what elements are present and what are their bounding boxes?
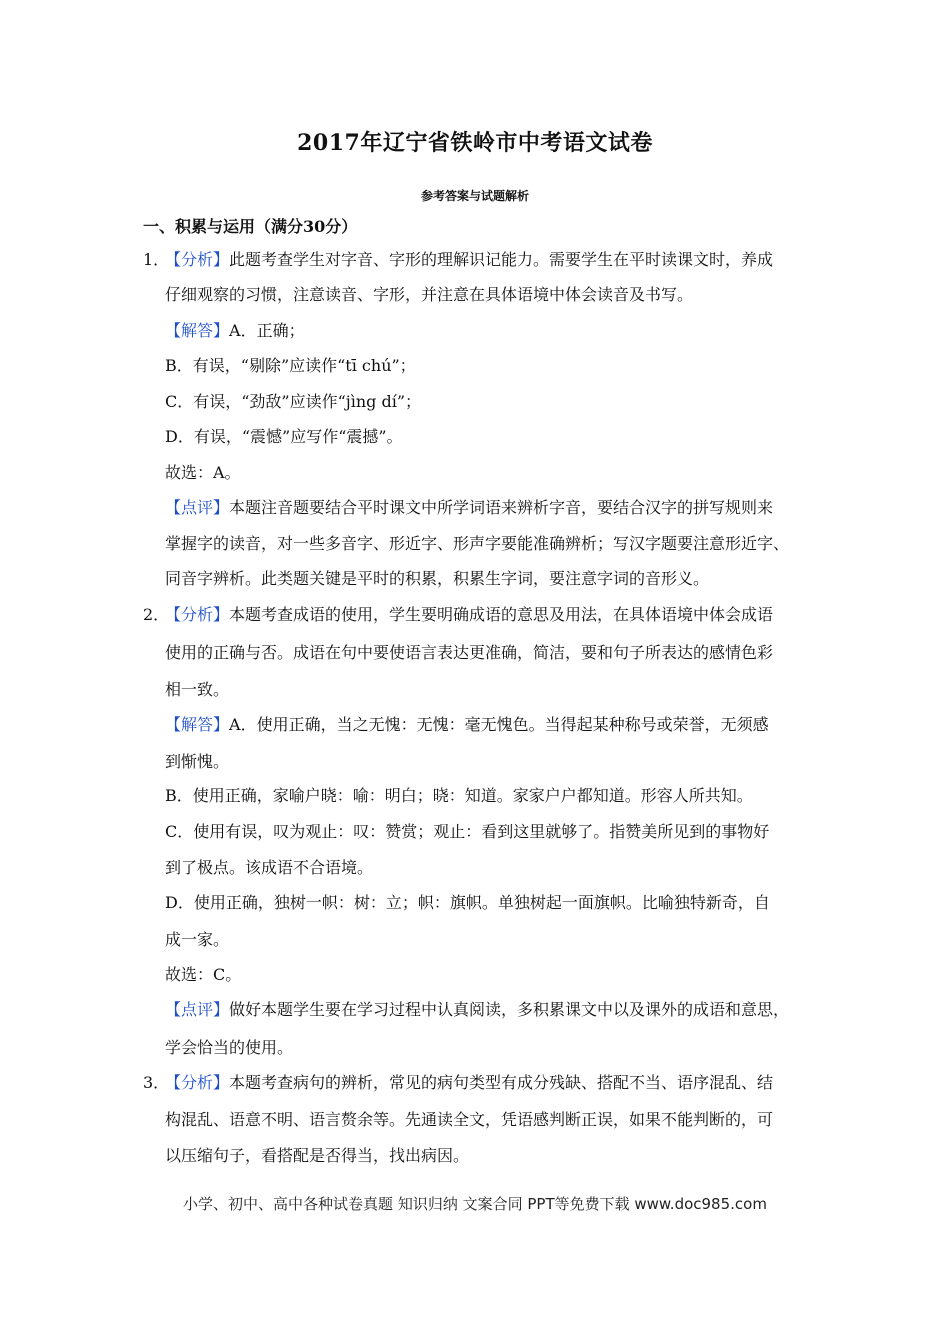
q1-answer-line: 故选：A。 (165, 463, 241, 482)
page-title: 2017年辽宁省铁岭市中考语文试卷 (297, 130, 653, 156)
page-footer[interactable]: 小学、初中、高中各种试卷真题 知识归纳 文案合同 PPT等免费下载 www.doc985.com (183, 1195, 767, 1213)
q3-analysis-line: 构混乱、语意不明、语言赘余等。先通读全文，凭语感判断正误，如果不能判断的，可 (165, 1110, 774, 1129)
q1-answer-line: D．有误，“震憾”应写作“震撼”。 (165, 427, 403, 446)
q2-comment-line: 【点评】做好本题学生要在学习过程中认真阅读，多积累课文中以及课外的成语和意思， (165, 1000, 790, 1019)
q1-analysis-line: 【分析】此题考查学生对字音、字形的理解识记能力。需要学生在平时读课文时，养成 (165, 250, 774, 269)
q1-answer-line: 【解答】A．正确； (165, 321, 305, 340)
q1-answer-line: B．有误，“剔除”应读作“tī chú”； (165, 356, 416, 375)
q2-answer-line: 故选：C。 (165, 965, 242, 984)
section-heading: 一、积累与运用（满分30分） (143, 217, 358, 236)
question-number: 3． (143, 1073, 170, 1092)
analysis-tag: 【分析】 (165, 1073, 230, 1092)
analysis-tag: 【分析】 (165, 605, 230, 624)
q1-answer-line: C．有误，“劲敌”应读作“jìng dí”； (165, 392, 422, 411)
q1-comment-line: 【点评】本题注音题要结合平时课文中所学词语来辨析字音，要结合汉字的拼写规则来 (165, 498, 774, 517)
answer-tag: 【解答】 (165, 715, 230, 734)
q1-comment-line: 同音字辨析。此类题关键是平时的积累，积累生字词，要注意字词的音形义。 (165, 569, 710, 588)
q2-answer-line: 到惭愧。 (165, 752, 230, 771)
analysis-tag: 【分析】 (165, 250, 230, 269)
q2-answer-line: 成一家。 (165, 930, 230, 949)
q1-comment-line: 掌握字的读音，对一些多音字、形近字、形声字要能准确辨析；写汉字题要注意形近字、 (165, 534, 790, 553)
q2-answer-line: D．使用正确，独树一帜：树：立；帜：旗帜。单独树起一面旗帜。比喻独特新奇，自 (165, 893, 770, 912)
q2-answer-line: 到了极点。该成语不合语境。 (165, 858, 374, 877)
answer-tag: 【解答】 (165, 321, 230, 340)
q3-analysis-line: 以压缩句子，看搭配是否得当，找出病因。 (165, 1146, 470, 1165)
q2-analysis-line: 【分析】本题考查成语的使用，学生要明确成语的意思及用法，在具体语境中体会成语 (165, 605, 774, 624)
question-number: 1． (143, 250, 170, 269)
page-subtitle: 参考答案与试题解析 (420, 189, 529, 203)
comment-tag: 【点评】 (165, 498, 230, 517)
comment-tag: 【点评】 (165, 1000, 230, 1019)
q2-comment-line: 学会恰当的使用。 (165, 1038, 294, 1057)
q1-analysis-line: 仔细观察的习惯，注意读音、字形，并注意在具体语境中体会读音及书写。 (165, 285, 694, 304)
q2-answer-line: B．使用正确，家喻户晓：喻：明白；晓：知道。家家户户都知道。形容人所共知。 (165, 786, 753, 805)
question-number: 2． (143, 605, 170, 624)
q2-analysis-line: 使用的正确与否。成语在句中要使语言表达更准确，简洁，要和句子所表达的感情色彩 (165, 643, 774, 662)
q3-analysis-line: 【分析】本题考查病句的辨析，常见的病句类型有成分残缺、搭配不当、语序混乱、结 (165, 1073, 774, 1092)
q2-answer-line: C．使用有误，叹为观止：叹：赞赏；观止：看到这里就够了。指赞美所见到的事物好 (165, 822, 770, 841)
q2-answer-line: 【解答】A．使用正确，当之无愧：无愧：毫无愧色。当得起某种称号或荣誉，无须感 (165, 715, 769, 734)
q2-analysis-line: 相一致。 (165, 680, 230, 699)
